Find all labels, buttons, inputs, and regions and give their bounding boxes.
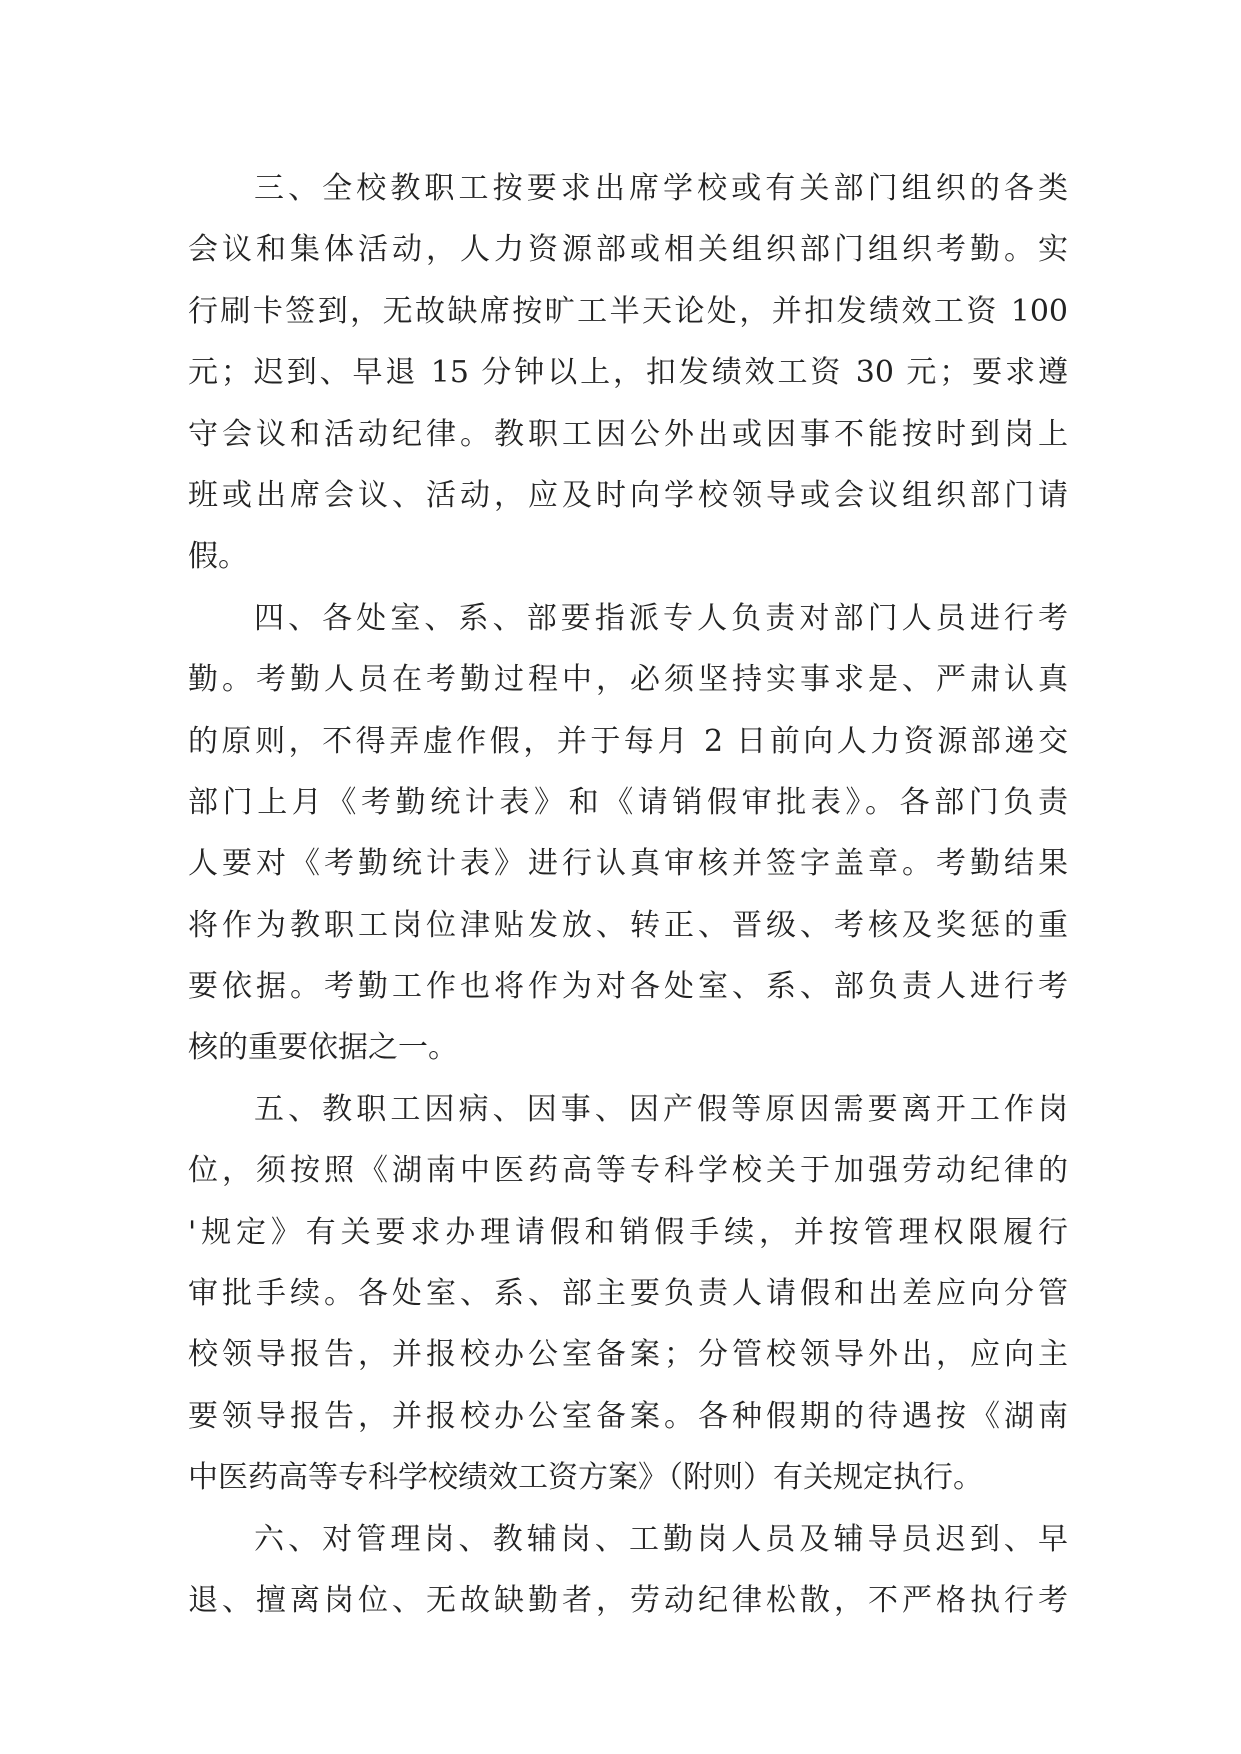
paragraph-3-line: 会议和集体活动，人力资源部或相关组织部门组织考勤。实 xyxy=(188,232,1068,268)
paragraph-3-line: 守会议和活动纪律。教职工因公外出或因事不能按时到岗上 xyxy=(188,416,1068,452)
paragraph-5-line: 审批手续。各处室、系、部主要负责人请假和出差应向分管 xyxy=(188,1276,1068,1312)
paragraph-5-line: 五、教职工因病、因事、因产假等原因需要离开工作岗 xyxy=(254,1091,1068,1127)
paragraph-4-line: 部门上月《考勤统计表》和《请销假审批表》。各部门负责 xyxy=(188,784,1068,820)
paragraph-5-line: '规定》有关要求办理请假和销假手续，并按管理权限履行 xyxy=(188,1214,1068,1250)
paragraph-3-line: 元；迟到、早退 15 分钟以上，扣发绩效工资 30 元；要求遵 xyxy=(188,355,1068,391)
paragraph-5-line: 校领导报告，并报校办公室备案；分管校领导外出，应向主 xyxy=(188,1337,1068,1373)
paragraph-3-line: 假。 xyxy=(188,539,248,575)
paragraph-4-line: 核的重要依据之一。 xyxy=(188,1030,458,1066)
paragraph-4-line: 四、各处室、系、部要指派专人负责对部门人员进行考 xyxy=(254,600,1068,636)
paragraph-6-line: 退、擅离岗位、无故缺勤者，劳动纪律松散，不严格执行考 xyxy=(188,1582,1068,1618)
paragraph-5-line: 中医药高等专科学校绩效工资方案》（附则）有关规定执行。 xyxy=(188,1460,983,1496)
paragraph-3-line: 行刷卡签到，无故缺席按旷工半天论处，并扣发绩效工资 100 xyxy=(188,293,1068,329)
paragraph-6-line: 六、对管理岗、教辅岗、工勤岗人员及辅导员迟到、早 xyxy=(254,1521,1068,1557)
paragraph-4-line: 要依据。考勤工作也将作为对各处室、系、部负责人进行考 xyxy=(188,969,1068,1005)
paragraph-4-line: 人要对《考勤统计表》进行认真审核并签字盖章。考勤结果 xyxy=(188,846,1068,882)
paragraph-4-line: 的原则，不得弄虚作假，并于每月 2 日前向人力资源部递交 xyxy=(188,723,1068,759)
paragraph-5-line: 位，须按照《湖南中医药高等专科学校关于加强劳动纪律的 xyxy=(188,1153,1068,1189)
document-body xyxy=(188,158,1068,1631)
paragraph-5-line: 要领导报告，并报校办公室备案。各种假期的待遇按《湖南 xyxy=(188,1398,1068,1434)
paragraph-3-line: 班或出席会议、活动，应及时向学校领导或会议组织部门请 xyxy=(188,477,1068,513)
paragraph-4-line: 勤。考勤人员在考勤过程中，必须坚持实事求是、严肃认真 xyxy=(188,662,1068,698)
paragraph-4-line: 将作为教职工岗位津贴发放、转正、晋级、考核及奖惩的重 xyxy=(188,907,1068,943)
paragraph-3-line: 三、全校教职工按要求出席学校或有关部门组织的各类 xyxy=(254,171,1068,206)
